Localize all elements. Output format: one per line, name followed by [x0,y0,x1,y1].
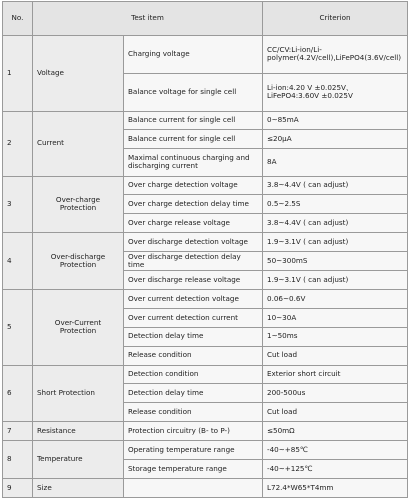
row-number: 4 [3,233,33,290]
test-condition: Over current detection current [124,308,263,327]
header-row [3,2,408,36]
test-item-category: Voltage [33,36,124,112]
test-condition [124,478,263,497]
criterion-value: 1.9~3.1V ( can adjust) [263,271,408,290]
criterion-value: Cut load [263,403,408,422]
test-condition: Storage temperature range [124,459,263,478]
table-row [3,422,408,441]
test-condition: Over discharge detection delay time [124,252,263,271]
spec-table [2,1,408,498]
test-condition: Balance voltage for single cell [124,73,263,111]
test-condition: Over charge detection delay time [124,195,263,214]
header-no: No. [3,2,33,36]
table-row [3,365,408,384]
criterion-value: L72.4*W65*T4mm [263,478,408,497]
criterion-value: 8A [263,149,408,176]
table-row [3,176,408,195]
criterion-value: Cut load [263,346,408,365]
test-condition: Balance current for single cell [124,130,263,149]
criterion-value: 10~30A [263,308,408,327]
row-number: 7 [3,422,33,441]
table-row [3,111,408,130]
test-condition: Over charge detection voltage [124,176,263,195]
test-condition: Over discharge detection voltage [124,233,263,252]
criterion-value: 0~85mA [263,111,408,130]
test-item-category: Over-Current Protection [33,290,124,366]
criterion-value: 3.8~4.4V ( can adjust) [263,214,408,233]
criterion-value: -40~+85℃ [263,441,408,460]
test-condition: Operating temperature range [124,441,263,460]
test-condition: Detection delay time [124,384,263,403]
criterion-value: 1~50ms [263,327,408,346]
table-row [3,290,408,309]
criterion-value: Li-ion:4.20 V ±0.025V、LiFePO4:3.60V ±0.025V [263,73,408,111]
test-condition: Detection condition [124,365,263,384]
header-criterion: Criterion [263,2,408,36]
criterion-value: CC/CV:Li-ion/Li-polymer(4.2V/cell),LiFePO4(3.6V/cell) [263,36,408,74]
test-condition: Maximal continuous charging and discharging current [124,149,263,176]
row-number: 3 [3,176,33,233]
test-item-category: Short Protection [33,365,124,422]
test-item-category: Resistance [33,422,124,441]
criterion-value: Exterior short circuit [263,365,408,384]
row-number: 8 [3,441,33,479]
test-condition: Over discharge release voltage [124,271,263,290]
table-row [3,478,408,497]
criterion-value: 3.8~4.4V ( can adjust) [263,176,408,195]
test-item-category: Temperature [33,441,124,479]
test-item-category: Over-charge Protection [33,176,124,233]
test-item-category: Over-discharge Protection [33,233,124,290]
table-row [3,36,408,74]
criterion-value: ≤50mΩ [263,422,408,441]
test-condition: Balance current for single cell [124,111,263,130]
row-number: 6 [3,365,33,422]
row-number: 1 [3,36,33,112]
test-item-category: Size [33,478,124,497]
criterion-value: 0.06~0.6V [263,290,408,309]
spec-body [3,36,408,498]
criterion-value: -40~+125℃ [263,459,408,478]
table-row [3,233,408,252]
criterion-value: ≤20μA [263,130,408,149]
test-item-category: Current [33,111,124,176]
criterion-value: 50~300mS [263,252,408,271]
row-number: 2 [3,111,33,176]
criterion-value: 0.5~2.5S [263,195,408,214]
criterion-value: 200-500us [263,384,408,403]
row-number: 9 [3,478,33,497]
test-condition: Release condition [124,346,263,365]
test-condition: Release condition [124,403,263,422]
test-condition: Detection delay time [124,327,263,346]
test-condition: Charging voltage [124,36,263,74]
header-test-item: Test item [33,2,263,36]
criterion-value: 1.9~3.1V ( can adjust) [263,233,408,252]
row-number: 5 [3,290,33,366]
test-condition: Over charge release voltage [124,214,263,233]
test-condition: Protection circuitry (B- to P-) [124,422,263,441]
test-condition: Over current detection voltage [124,290,263,309]
table-row [3,441,408,460]
